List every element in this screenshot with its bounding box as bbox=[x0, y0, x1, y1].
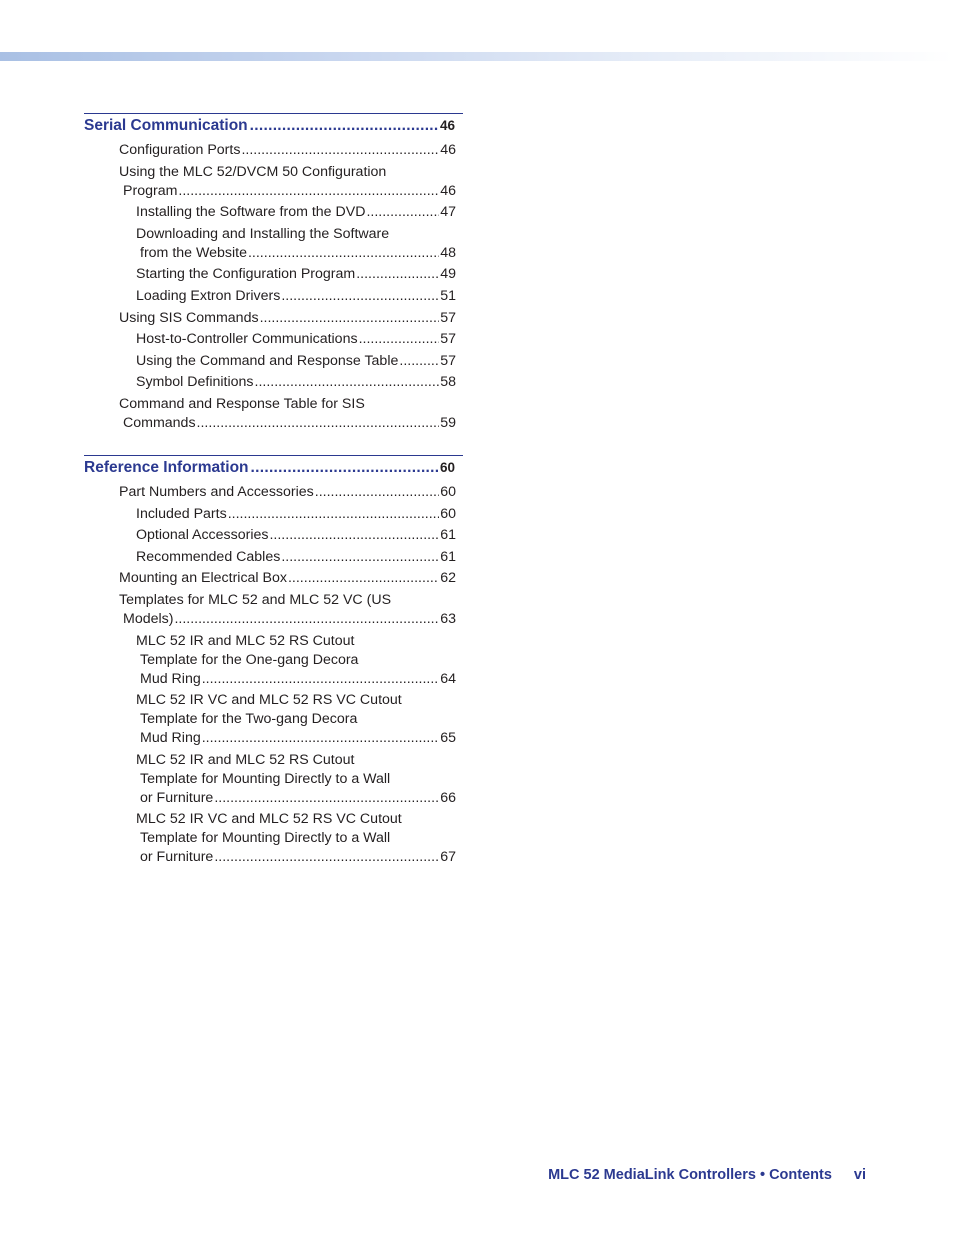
entry-last-line bbox=[136, 244, 456, 263]
section-heading-link[interactable] bbox=[84, 113, 463, 141]
entry-page-number: 51 bbox=[440, 287, 456, 304]
dot-leader bbox=[214, 848, 439, 867]
footer-page-number: vi bbox=[853, 1167, 866, 1183]
dot-leader bbox=[315, 483, 439, 502]
dot-leader bbox=[288, 569, 439, 588]
toc-entry-link[interactable] bbox=[84, 810, 463, 867]
entry-last-line bbox=[119, 483, 456, 502]
section-title: Serial Communication bbox=[84, 117, 248, 134]
entry-title-line: Downloading and Installing the Software bbox=[136, 225, 390, 242]
entry-title-line: Symbol Definitions bbox=[136, 374, 254, 391]
toc-entry-link[interactable] bbox=[84, 352, 463, 371]
dot-leader bbox=[399, 352, 439, 371]
toc-entry-link[interactable] bbox=[84, 309, 463, 328]
entry-last-line bbox=[136, 330, 456, 349]
entry-page-number: 62 bbox=[440, 570, 456, 587]
entry-page-number: 49 bbox=[440, 266, 456, 283]
entry-title-line: Template for the Two-gang Decora bbox=[140, 711, 358, 728]
dot-leader bbox=[241, 141, 439, 160]
dot-leader bbox=[281, 548, 439, 567]
entry-page-number: 66 bbox=[440, 789, 456, 806]
entry-last-line bbox=[136, 548, 456, 567]
entry-title-line: Template for Mounting Directly to a Wall bbox=[140, 770, 391, 787]
page-footer bbox=[548, 1167, 866, 1183]
toc-entry-link[interactable] bbox=[84, 751, 463, 808]
entry-title-line: MLC 52 IR VC and MLC 52 RS VC Cutout bbox=[136, 692, 402, 709]
toc-entry-link[interactable] bbox=[84, 203, 463, 222]
entry-title-line: from the Website bbox=[140, 244, 247, 261]
entry-page-number: 65 bbox=[440, 730, 456, 747]
dot-leader bbox=[174, 610, 439, 629]
entry-title-line: Command and Response Table for SIS bbox=[119, 395, 365, 412]
entry-last-line bbox=[136, 789, 456, 808]
dot-leader bbox=[251, 459, 438, 477]
entry-page-number: 47 bbox=[440, 204, 456, 221]
entry-title-line: Included Parts bbox=[136, 505, 227, 522]
section-title: Reference Information bbox=[84, 458, 249, 476]
dot-leader bbox=[197, 414, 440, 433]
entry-title-line: Using the MLC 52/DVCM 50 Configuration bbox=[119, 163, 387, 180]
entry-last-line bbox=[136, 670, 456, 689]
toc-entry-link[interactable] bbox=[84, 395, 463, 433]
entry-title-line: Templates for MLC 52 and MLC 52 VC (US bbox=[119, 591, 392, 608]
dot-leader bbox=[202, 670, 439, 689]
entry-last-line bbox=[119, 182, 456, 201]
dot-leader bbox=[269, 526, 439, 545]
section-page-number: 46 bbox=[439, 118, 455, 133]
footer-title: MLC 52 MediaLink Controllers • Contents bbox=[548, 1167, 832, 1183]
dot-leader bbox=[228, 505, 440, 524]
dot-leader bbox=[356, 265, 439, 284]
toc-entry-link[interactable] bbox=[84, 548, 463, 567]
entry-title-line: Using SIS Commands bbox=[119, 309, 259, 326]
section-heading-link[interactable] bbox=[84, 455, 463, 483]
entry-last-line bbox=[119, 569, 456, 588]
entry-title-line: Optional Accessories bbox=[136, 527, 269, 544]
dot-leader bbox=[255, 373, 440, 392]
section-page-number: 60 bbox=[439, 459, 455, 475]
entry-last-line bbox=[119, 141, 456, 160]
entry-page-number: 61 bbox=[440, 527, 456, 544]
entry-title-line: Installing the Software from the DVD bbox=[136, 204, 366, 221]
entry-page-number: 57 bbox=[440, 331, 456, 348]
entry-title-line: MLC 52 IR and MLC 52 RS Cutout bbox=[136, 751, 355, 768]
entry-title-line: Mounting an Electrical Box bbox=[119, 570, 287, 587]
toc-entry-link[interactable] bbox=[84, 505, 463, 524]
toc-entry-link[interactable] bbox=[84, 691, 463, 748]
toc-entry-link[interactable] bbox=[84, 632, 463, 689]
entry-title-line: or Furniture bbox=[140, 849, 214, 866]
entry-title-line: Host-to-Controller Communications bbox=[136, 331, 358, 348]
entry-title-line: Part Numbers and Accessories bbox=[119, 483, 314, 500]
entry-last-line bbox=[136, 265, 456, 284]
entry-title-line: Program bbox=[123, 182, 178, 199]
entry-page-number: 59 bbox=[440, 414, 456, 431]
entry-title-line: Mud Ring bbox=[140, 730, 201, 747]
entry-page-number: 57 bbox=[440, 309, 456, 326]
entry-last-line bbox=[136, 505, 456, 524]
entry-page-number: 57 bbox=[440, 352, 456, 369]
dot-leader bbox=[260, 309, 440, 328]
entry-page-number: 67 bbox=[440, 849, 456, 866]
entry-title-line: Mud Ring bbox=[140, 670, 201, 687]
entry-title-line: Configuration Ports bbox=[119, 142, 241, 158]
dot-leader bbox=[359, 330, 440, 349]
dot-leader bbox=[281, 287, 439, 306]
dot-leader bbox=[366, 203, 439, 222]
toc-entry-link[interactable] bbox=[84, 373, 463, 392]
toc-entry-link[interactable] bbox=[84, 569, 463, 588]
entry-page-number: 48 bbox=[440, 244, 456, 261]
entry-title-line: Template for the One-gang Decora bbox=[140, 651, 359, 668]
entry-last-line bbox=[136, 352, 456, 371]
entry-title-line: Template for Mounting Directly to a Wall bbox=[140, 830, 391, 847]
toc-entry-link[interactable] bbox=[84, 225, 463, 263]
entry-page-number: 61 bbox=[440, 548, 456, 565]
dot-leader bbox=[202, 729, 439, 748]
toc-entry-link[interactable] bbox=[84, 483, 463, 502]
entry-title-line: Commands bbox=[123, 414, 196, 431]
entry-last-line bbox=[136, 729, 456, 748]
toc-entry-link[interactable] bbox=[84, 287, 463, 306]
toc-section bbox=[84, 455, 463, 867]
entry-title-line: Recommended Cables bbox=[136, 548, 281, 565]
entry-page-number: 60 bbox=[440, 483, 456, 500]
entry-page-number: 60 bbox=[440, 505, 456, 522]
dot-leader bbox=[178, 182, 439, 201]
toc-entry-link[interactable] bbox=[84, 141, 463, 160]
entry-last-line bbox=[119, 610, 456, 629]
toc-section bbox=[84, 113, 463, 433]
entry-page-number: 63 bbox=[440, 610, 456, 627]
entry-title-line: Models) bbox=[123, 610, 174, 627]
toc-entry-link[interactable] bbox=[84, 265, 463, 284]
entry-title-line: or Furniture bbox=[140, 789, 214, 806]
toc-entry-link[interactable] bbox=[84, 591, 463, 629]
entry-last-line bbox=[119, 414, 456, 433]
entry-page-number: 58 bbox=[440, 374, 456, 391]
table-of-contents bbox=[84, 113, 463, 889]
dot-leader bbox=[250, 117, 438, 135]
toc-entry-link[interactable] bbox=[84, 330, 463, 349]
entry-title-line: Loading Extron Drivers bbox=[136, 287, 281, 304]
entry-last-line bbox=[136, 203, 456, 222]
entry-title-line: MLC 52 IR VC and MLC 52 RS VC Cutout bbox=[136, 811, 402, 828]
entry-title-line: MLC 52 IR and MLC 52 RS Cutout bbox=[136, 632, 355, 649]
toc-entry-link[interactable] bbox=[84, 526, 463, 545]
entry-title-line: Starting the Configuration Program bbox=[136, 266, 356, 283]
entry-last-line bbox=[136, 526, 456, 545]
entry-last-line bbox=[136, 287, 456, 306]
dot-leader bbox=[214, 789, 439, 808]
entry-page-number: 46 bbox=[440, 182, 456, 199]
dot-leader bbox=[248, 244, 439, 263]
entry-last-line bbox=[119, 309, 456, 328]
entry-page-number: 64 bbox=[440, 670, 456, 687]
toc-entry-link[interactable] bbox=[84, 163, 463, 201]
header-gradient-bar bbox=[0, 52, 954, 61]
entry-title-line: Using the Command and Response Table bbox=[136, 352, 399, 369]
entry-page-number: 46 bbox=[440, 142, 456, 158]
entry-last-line bbox=[136, 373, 456, 392]
entry-last-line bbox=[136, 848, 456, 867]
